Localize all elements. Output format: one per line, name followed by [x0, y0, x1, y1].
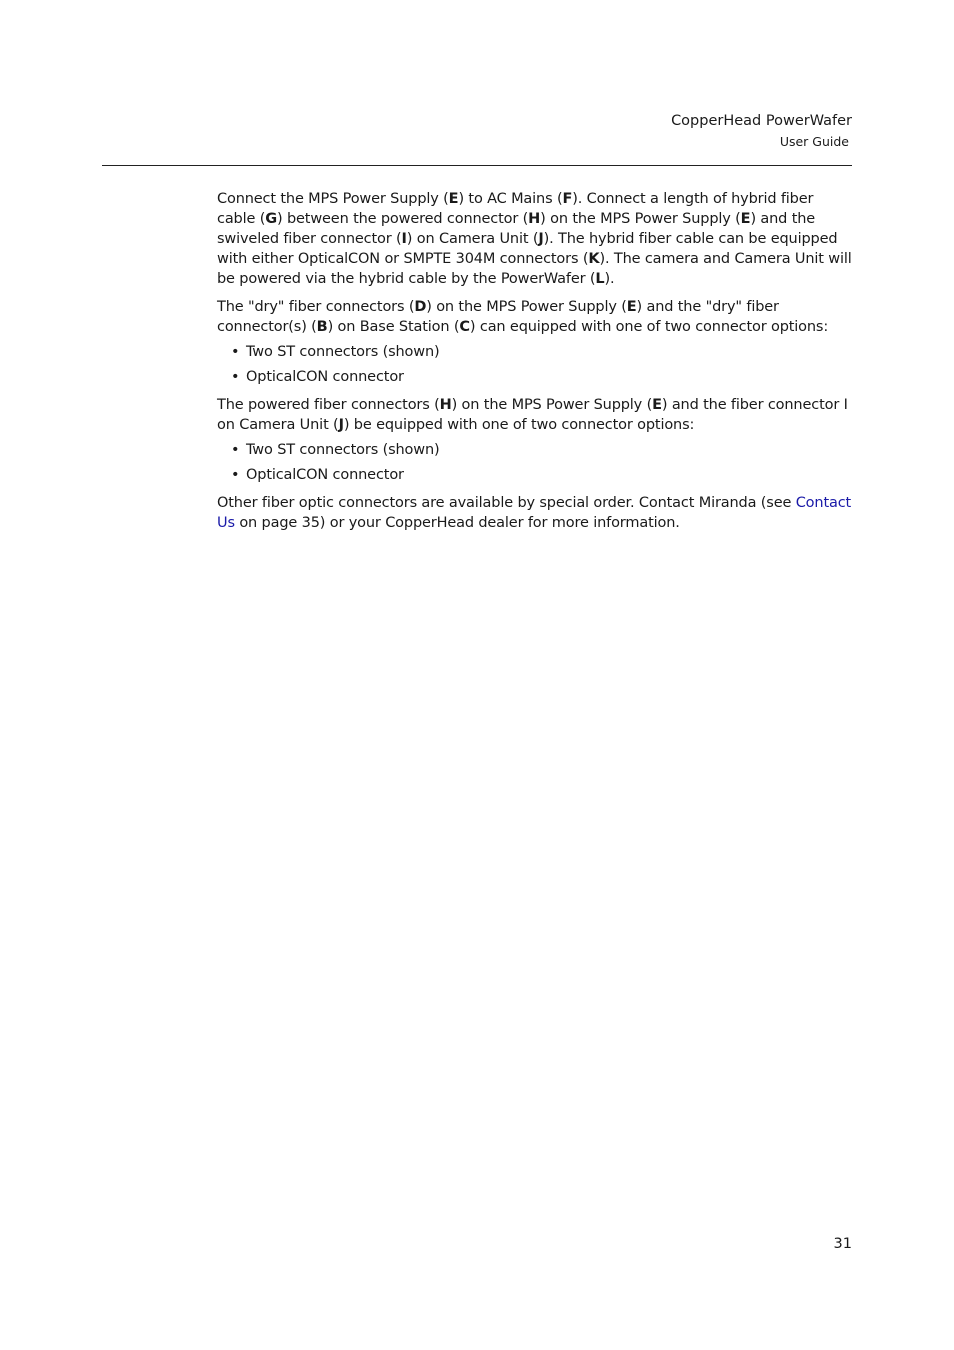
running-header — [671, 111, 852, 151]
bullet-icon: • — [231, 369, 240, 385]
paragraph-powered-fiber — [217, 395, 852, 435]
text-run: ) on the MPS Power Supply ( — [426, 299, 627, 315]
text-run: ) can equipped with one of two connector options: — [469, 319, 829, 335]
paragraph-other-connectors — [217, 493, 852, 533]
list-item-text: Two ST connectors (shown) — [246, 344, 440, 360]
text-run: ) between the powered connector ( — [277, 211, 529, 227]
list-item — [217, 440, 852, 460]
text-run: ). Connect a length of hybrid fiber cable ( — [217, 191, 814, 227]
label-letter: H — [439, 397, 452, 413]
label-letter: E — [652, 397, 662, 413]
text-run: The powered fiber connectors ( — [217, 397, 440, 413]
text-run: ) and the "dry" fiber connector(s) ( — [217, 299, 779, 335]
connector-options-list-powered — [217, 440, 852, 485]
paragraph-power-connection — [217, 189, 852, 289]
list-item — [217, 367, 852, 387]
text-run: ) on Base Station ( — [327, 319, 460, 335]
body-content — [217, 189, 852, 541]
contact-us-link[interactable]: Contact Us — [217, 495, 852, 531]
text-run: The "dry" fiber connectors ( — [217, 299, 415, 315]
text-run: ) on Camera Unit ( — [406, 231, 539, 247]
document-subtitle: User Guide — [779, 134, 849, 149]
label-letter: I — [401, 231, 407, 247]
list-item — [217, 342, 852, 362]
connector-options-list-dry — [217, 342, 852, 387]
text-run: ). The hybrid fiber cable can be equipped with either OpticalCON or SMPTE 304M connectors ( — [217, 231, 838, 267]
document-title: CopperHead PowerWafer — [671, 113, 852, 129]
bullet-icon: • — [231, 467, 240, 483]
text-run: Other fiber optic connectors are available by special order. Contact Miranda (see — [217, 495, 796, 511]
list-item-text: OpticalCON connector — [246, 369, 404, 385]
label-letter: J — [338, 417, 344, 433]
label-letter: L — [595, 271, 605, 287]
paragraph-dry-fiber — [217, 297, 852, 337]
text-run: ). The camera and Camera Unit will be powered via the hybrid cable by the PowerWafer ( — [217, 251, 852, 287]
page-number: 31 — [833, 1236, 852, 1252]
text-run: ) and the fiber connector I on Camera Unit ( — [217, 397, 848, 433]
text-run: ) on the MPS Power Supply ( — [451, 397, 653, 413]
text-run: ) to AC Mains ( — [458, 191, 563, 207]
label-letter: C — [459, 319, 470, 335]
list-item — [217, 465, 852, 485]
text-run: ) be equipped with one of two connector options: — [343, 417, 695, 433]
header-divider — [102, 165, 852, 166]
bullet-icon: • — [231, 442, 240, 458]
text-run: ) and the swiveled fiber connector ( — [217, 211, 816, 247]
list-item-text: Two ST connectors (shown) — [246, 442, 440, 458]
bullet-icon: • — [231, 344, 240, 360]
text-run: on page 35) or your CopperHead dealer for more information. — [234, 515, 680, 531]
label-letter: E — [740, 211, 751, 227]
label-letter: B — [316, 319, 328, 335]
label-letter: D — [414, 299, 427, 315]
label-letter: F — [562, 191, 573, 207]
label-letter: H — [528, 211, 541, 227]
label-letter: E — [448, 191, 459, 207]
label-letter: J — [538, 231, 544, 247]
label-letter: E — [626, 299, 637, 315]
list-item-text: OpticalCON connector — [246, 467, 404, 483]
label-letter: G — [265, 211, 277, 227]
label-letter: K — [588, 251, 600, 267]
text-run: ). — [604, 271, 615, 287]
text-run: Connect the MPS Power Supply ( — [217, 191, 449, 207]
text-run: ) on the MPS Power Supply ( — [540, 211, 741, 227]
